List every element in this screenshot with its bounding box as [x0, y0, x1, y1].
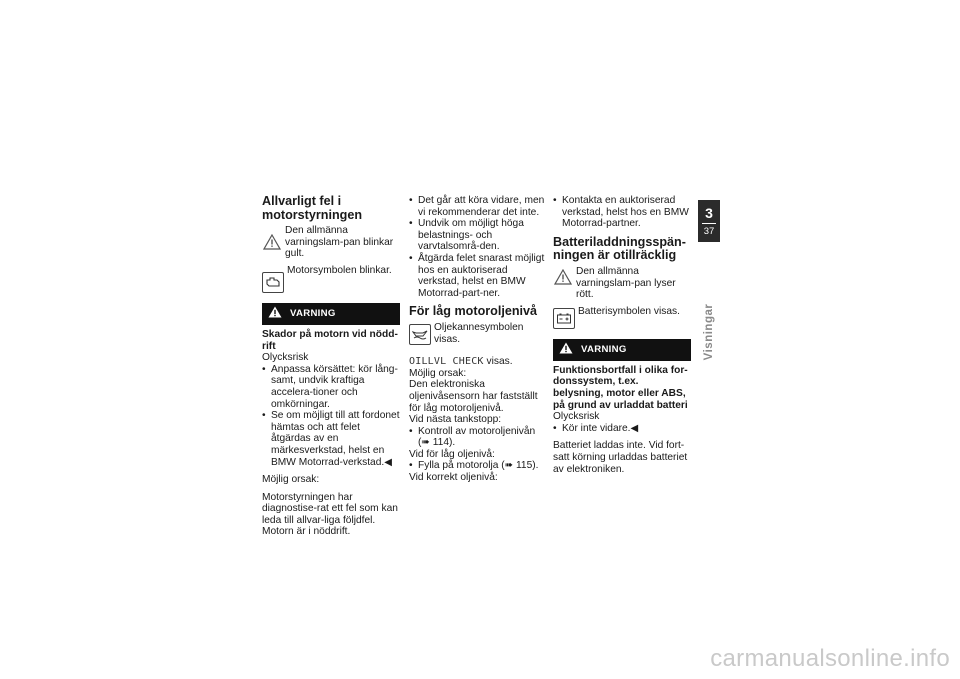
warning-title: Funktionsbortfall i olika for-donssystem, t.ex. belysning, motor eller ABS, på grund av urladdat batteri: [553, 364, 688, 411]
list-item: • Anpassa körsättet: kör lång-samt, undvik kraftiga accelera-tioner och omkörningar.: [262, 364, 400, 410]
column-3: [553, 195, 691, 475]
list-item: • Se om möjligt till att fordonet hämtas och att felet åtgärdas av en märkesverkstad, helst en BMW Motorrad-verkstad.◀: [262, 410, 400, 468]
list-item: • Kör inte vidare.◀: [553, 423, 691, 435]
list-continued: [409, 195, 547, 299]
fill-list: [409, 460, 547, 472]
symbol-row-general-warning: Den allmänna varningslam-pan blinkar gult.: [262, 225, 400, 260]
cause-label: Möjlig orsak:: [262, 474, 320, 486]
symbol-row-battery: Batterisymbolen visas.: [553, 306, 691, 329]
warning-banner: VARNING: [262, 303, 400, 325]
page-number: 37: [703, 226, 715, 237]
list-item: • Åtgärda felet snarast möjligt hos en auktoriserad verkstad, helst en BMW Motorrad-part-ner.: [409, 253, 547, 299]
closing-text: Batteriet laddas inte. Vid fort-satt körning urladdas batteriet av elektroniken.: [553, 440, 688, 475]
list-continued: [553, 195, 691, 230]
heading-motor-fault: Allvarligt fel i motorstyrningen: [262, 194, 363, 222]
symbol-row-general-warning: Den allmänna varningslam-pan lyser rött.: [553, 266, 691, 301]
watermark: carmanualsonline.info: [710, 645, 950, 672]
warning-banner: VARNING: [553, 339, 691, 361]
list-item: • Undvik om möjligt höga belastnings- och varvtalsområ-den.: [409, 218, 547, 253]
list-item: • Kontakta en auktoriserad verkstad, helst hos en BMW Motorrad-partner.: [553, 195, 691, 230]
symbol-row-engine: Motorsymbolen blinkar.: [262, 265, 400, 293]
list-item: • Det går att köra vidare, men vi rekommenderar det inte.: [409, 195, 547, 218]
engine-icon: [262, 272, 284, 293]
warning-risk: Olycksrisk: [553, 411, 600, 423]
display-code: OILLVL CHECK: [409, 356, 484, 368]
warning-list: [553, 423, 691, 435]
warning-title: Skador på motorn vid nödd-rift: [262, 328, 398, 352]
cause-text: Den elektroniska oljenivåsensorn har fastställt för låg motoroljenivå.: [409, 379, 538, 414]
warning-triangle-icon: [268, 306, 282, 322]
warning-triangle-icon: [553, 268, 573, 287]
heading-battery-voltage: Batteriladdningsspän-ningen är otillräcklig: [553, 234, 686, 263]
warning-triangle-icon: [262, 232, 282, 251]
column-1: [262, 195, 400, 538]
cause-label: Möjlig orsak:: [409, 367, 467, 379]
warning-risk: Olycksrisk: [262, 352, 309, 364]
symbol-row-oil: Oljekannesymbolen visas.: [409, 322, 547, 345]
check-list: [409, 426, 547, 449]
heading-low-oil: För låg motoroljenivå: [409, 304, 538, 319]
chapter-number: 3: [705, 205, 713, 221]
next-tank-label: Vid nästa tankstopp:: [409, 414, 502, 426]
oil-can-icon: [409, 324, 431, 345]
cause-text: Motorstyrningen har diagnostise-rat ett fel som kan leda till allvar-liga följdfel. Motorn är i nöddrift.: [262, 491, 398, 538]
list-item: • Fylla på motorolja (➠ 115).: [409, 460, 547, 472]
column-2: [409, 195, 547, 484]
battery-icon: [553, 308, 575, 329]
list-item: • Kontroll av motoroljenivån (➠ 114).: [409, 426, 547, 449]
warning-triangle-icon: [559, 342, 573, 358]
warning-list: [262, 364, 400, 468]
low-oil-label: Vid för låg oljenivå:: [409, 448, 495, 460]
correct-oil-label: Vid korrekt oljenivå:: [409, 472, 498, 484]
display-message: OILLVL CHECK visas.: [409, 356, 513, 368]
